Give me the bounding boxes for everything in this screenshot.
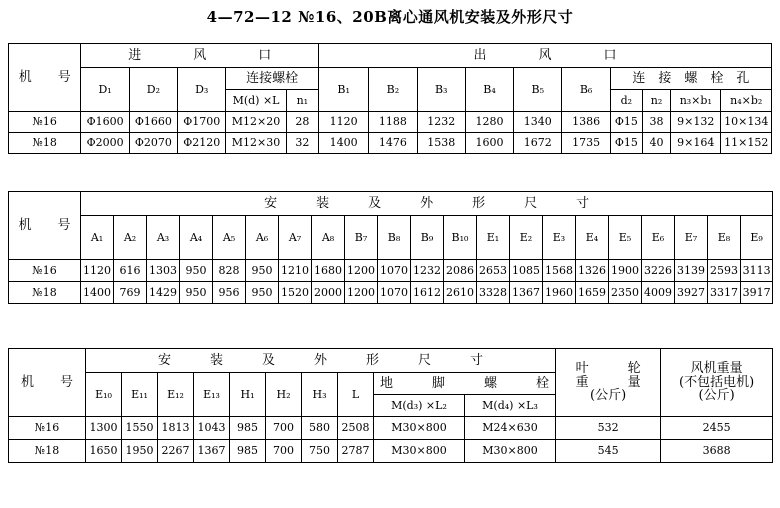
cell: 985: [230, 417, 266, 440]
row-id: №16: [9, 260, 81, 282]
row-id: №16: [9, 417, 86, 440]
col-header: B₈: [378, 216, 411, 260]
col-header: A₁: [81, 216, 114, 260]
cell: M30×800: [374, 440, 465, 463]
cell: M12×20: [226, 112, 286, 133]
table-row: [9, 417, 773, 440]
col-header: E₆: [642, 216, 675, 260]
cell: 1650: [86, 440, 122, 463]
cell: 580: [302, 417, 338, 440]
col-header: E₄: [576, 216, 609, 260]
cell: 1232: [417, 112, 465, 133]
table-row: [9, 282, 773, 304]
col-header: H₃: [302, 373, 338, 417]
cell: 3317: [708, 282, 741, 304]
col-header: n₁: [286, 90, 318, 112]
cell: 2000: [312, 282, 345, 304]
inlet-header: 进 风 口: [81, 44, 319, 68]
col-header: d₂: [610, 90, 642, 112]
cell: 1550: [122, 417, 158, 440]
cell: 2455: [661, 417, 773, 440]
cell: 1429: [147, 282, 180, 304]
cell: M12×30: [226, 133, 286, 154]
machine-number-header: 机 号: [9, 349, 86, 417]
cell: Φ2120: [178, 133, 226, 154]
cell: 950: [246, 260, 279, 282]
col-header: D₁: [81, 68, 129, 112]
dimensions-header: 安 装 及 外 形 尺 寸: [81, 192, 773, 216]
cell: 1367: [194, 440, 230, 463]
cell: 1120: [81, 260, 114, 282]
cell: 1326: [576, 260, 609, 282]
cell: 32: [286, 133, 318, 154]
fan-weight-label-line1: 风机重量: [690, 361, 743, 377]
col-header: n₄×b₂: [721, 90, 772, 112]
col-header: E₁₁: [122, 373, 158, 417]
cell: 1735: [562, 133, 610, 154]
foot-bolt-header: 地 脚 螺 栓: [374, 373, 556, 395]
machine-number-header: 机 号: [9, 192, 81, 260]
cell: 1400: [81, 282, 114, 304]
col-header: B₆: [562, 68, 610, 112]
cell: 956: [213, 282, 246, 304]
table-row: [9, 260, 773, 282]
cell: 1659: [576, 282, 609, 304]
col-header: A₅: [213, 216, 246, 260]
cell: 1386: [562, 112, 610, 133]
table-row: [9, 440, 773, 463]
col-header: E₁₃: [194, 373, 230, 417]
fan-weight-label-line3: (公斤): [698, 388, 735, 404]
cell: 1070: [378, 260, 411, 282]
cell: 3927: [675, 282, 708, 304]
cell: 3113: [741, 260, 773, 282]
table-row: [9, 133, 772, 154]
cell: 545: [556, 440, 661, 463]
cell: 40: [642, 133, 670, 154]
cell: 2508: [338, 417, 374, 440]
cell: Φ15: [610, 133, 642, 154]
dimensions-header: 安 装 及 外 形 尺 寸: [86, 349, 556, 373]
cell: Φ2000: [81, 133, 129, 154]
cell: 1520: [279, 282, 312, 304]
col-header: D₃: [178, 68, 226, 112]
cell: 1476: [369, 133, 417, 154]
cell: 1120: [318, 112, 368, 133]
col-header: E₁₀: [86, 373, 122, 417]
cell: 2086: [444, 260, 477, 282]
cell: 1232: [411, 260, 444, 282]
col-header: B₃: [417, 68, 465, 112]
page-title: 4—72—12 №16、20B离心通风机安装及外形尺寸: [206, 8, 574, 26]
cell: Φ1600: [81, 112, 129, 133]
col-header: B₅: [514, 68, 562, 112]
cell: 769: [114, 282, 147, 304]
cell: 2610: [444, 282, 477, 304]
col-header: A₂: [114, 216, 147, 260]
cell: 38: [642, 112, 670, 133]
cell: 950: [180, 260, 213, 282]
cell: 1672: [514, 133, 562, 154]
cell: Φ1660: [129, 112, 177, 133]
outlet-header: 出 风 口: [318, 44, 771, 68]
cell: Φ2070: [129, 133, 177, 154]
cell: 2350: [609, 282, 642, 304]
col-header: E₂: [510, 216, 543, 260]
col-header: M(d) ×L: [226, 90, 286, 112]
col-header: E₉: [741, 216, 773, 260]
cell: 4009: [642, 282, 675, 304]
cell: 1568: [543, 260, 576, 282]
cell: 700: [266, 417, 302, 440]
cell: 9×164: [671, 133, 721, 154]
cell: 1200: [345, 282, 378, 304]
col-header: B₄: [465, 68, 513, 112]
col-header: n₂: [642, 90, 670, 112]
cell: 828: [213, 260, 246, 282]
col-header: A₈: [312, 216, 345, 260]
col-header: E₃: [543, 216, 576, 260]
cell: 532: [556, 417, 661, 440]
col-header: M(d₄) ×L₃: [465, 395, 556, 417]
cell: 3917: [741, 282, 773, 304]
bolt-hole-header: 连 接 螺 栓 孔: [610, 68, 771, 90]
col-header: M(d₃) ×L₂: [374, 395, 465, 417]
cell: 1612: [411, 282, 444, 304]
cell: M30×800: [374, 417, 465, 440]
cell: 1960: [543, 282, 576, 304]
cell: 1950: [122, 440, 158, 463]
cell: 985: [230, 440, 266, 463]
col-header: E₅: [609, 216, 642, 260]
cell: 1043: [194, 417, 230, 440]
cell: Φ15: [610, 112, 642, 133]
col-header: B₁: [318, 68, 368, 112]
cell: 28: [286, 112, 318, 133]
impeller-label-line3: (公斤): [590, 388, 627, 404]
cell: M24×630: [465, 417, 556, 440]
inlet-outlet-table: [8, 43, 772, 154]
installation-dimensions-table-1: [8, 191, 773, 304]
cell: 1813: [158, 417, 194, 440]
col-header: A₆: [246, 216, 279, 260]
cell: Φ1700: [178, 112, 226, 133]
cell: 1210: [279, 260, 312, 282]
cell: 1538: [417, 133, 465, 154]
cell: 2653: [477, 260, 510, 282]
cell: 9×132: [671, 112, 721, 133]
cell: 2593: [708, 260, 741, 282]
cell: 616: [114, 260, 147, 282]
col-header: E₁₂: [158, 373, 194, 417]
row-id: №18: [9, 133, 81, 154]
col-header: A₇: [279, 216, 312, 260]
col-header: D₂: [129, 68, 177, 112]
cell: 2787: [338, 440, 374, 463]
cell: 2267: [158, 440, 194, 463]
impeller-label-line1: 叶 轮: [575, 361, 641, 377]
cell: 11×152: [721, 133, 772, 154]
cell: 3328: [477, 282, 510, 304]
impeller-weight-header: [556, 349, 661, 417]
col-header: B₂: [369, 68, 417, 112]
installation-dimensions-table-2: [8, 348, 773, 463]
cell: 950: [246, 282, 279, 304]
cell: 1600: [465, 133, 513, 154]
col-header: B₁₀: [444, 216, 477, 260]
cell: 10×134: [721, 112, 772, 133]
cell: 1900: [609, 260, 642, 282]
col-header: E₁: [477, 216, 510, 260]
cell: M30×800: [465, 440, 556, 463]
cell: 1303: [147, 260, 180, 282]
impeller-label-line2: 重 量: [575, 374, 641, 390]
fan-weight-header: [661, 349, 773, 417]
cell: 3139: [675, 260, 708, 282]
cell: 1367: [510, 282, 543, 304]
bolt-header: 连接螺栓: [226, 68, 319, 90]
cell: 750: [302, 440, 338, 463]
col-header: n₃×b₁: [671, 90, 721, 112]
col-header: A₄: [180, 216, 213, 260]
cell: 1340: [514, 112, 562, 133]
cell: 1200: [345, 260, 378, 282]
col-header: E₇: [675, 216, 708, 260]
cell: 950: [180, 282, 213, 304]
cell: 700: [266, 440, 302, 463]
col-header: L: [338, 373, 374, 417]
col-header: H₂: [266, 373, 302, 417]
cell: 1680: [312, 260, 345, 282]
machine-number-header: 机 号: [9, 44, 81, 112]
col-header: E₈: [708, 216, 741, 260]
col-header: B₉: [411, 216, 444, 260]
table-row: [9, 112, 772, 133]
cell: 1070: [378, 282, 411, 304]
cell: 3226: [642, 260, 675, 282]
cell: 1188: [369, 112, 417, 133]
cell: 1085: [510, 260, 543, 282]
cell: 1300: [86, 417, 122, 440]
row-id: №18: [9, 282, 81, 304]
row-id: №18: [9, 440, 86, 463]
col-header: H₁: [230, 373, 266, 417]
row-id: №16: [9, 112, 81, 133]
col-header: A₃: [147, 216, 180, 260]
fan-weight-label-line2: (不包括电机): [679, 374, 755, 390]
cell: 3688: [661, 440, 773, 463]
cell: 1400: [318, 133, 368, 154]
col-header: B₇: [345, 216, 378, 260]
cell: 1280: [465, 112, 513, 133]
